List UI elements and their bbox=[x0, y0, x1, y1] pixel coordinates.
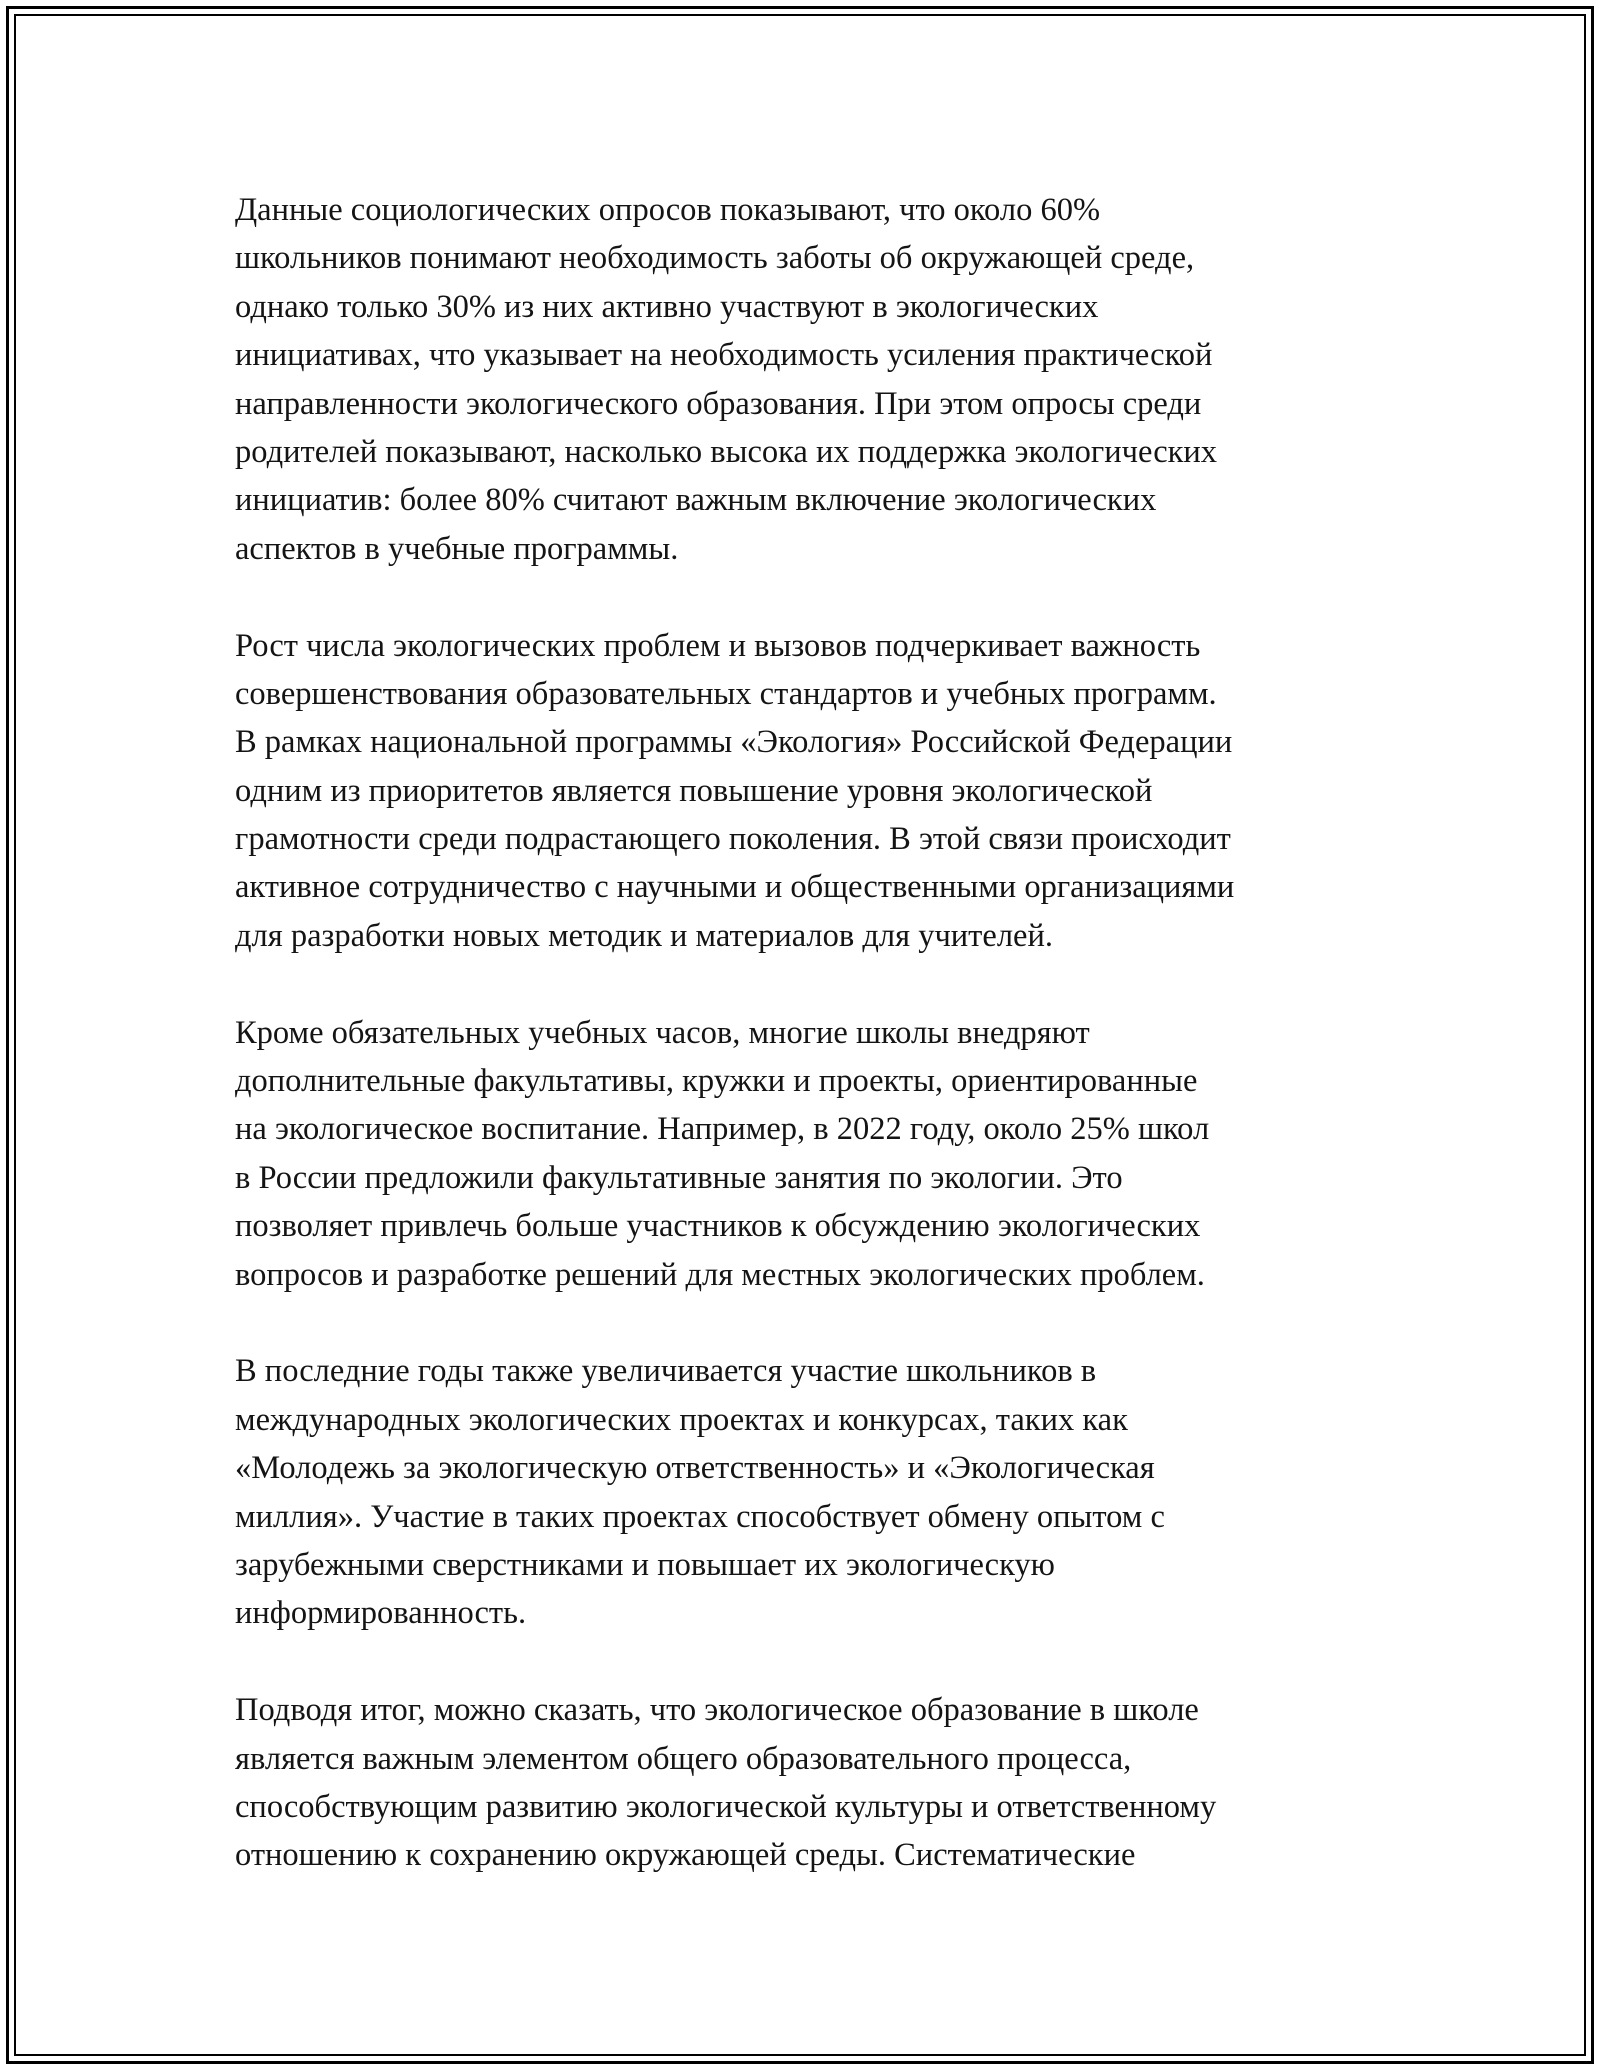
document-body bbox=[235, 186, 1385, 1880]
text-line: Кроме обязательных учебных часов, многие школы внедряют bbox=[235, 1014, 1090, 1051]
text-line: способствующим развитию экологической культуры и ответственному bbox=[235, 1788, 1217, 1825]
paragraph-4 bbox=[235, 1347, 1385, 1637]
text-line: для разработки новых методик и материалов для учителей. bbox=[235, 917, 1053, 954]
text-line: аспектов в учебные программы. bbox=[235, 530, 679, 567]
text-line: В последние годы также увеличивается участие школьников в bbox=[235, 1353, 1097, 1390]
text-line: инициативах, что указывает на необходимость усиления практической bbox=[235, 337, 1213, 374]
text-line: грамотности среди подрастающего поколения. В этой связи происходит bbox=[235, 821, 1231, 858]
text-line: Рост числа экологических проблем и вызовов подчеркивает важность bbox=[235, 627, 1201, 664]
text-line: В рамках национальной программы «Экология» Российской Федерации bbox=[235, 724, 1233, 761]
text-line: международных экологических проектах и конкурсах, таких как bbox=[235, 1401, 1128, 1438]
text-line: совершенствования образовательных стандартов и учебных программ. bbox=[235, 675, 1217, 712]
text-line: дополнительные факультативы, кружки и проекты, ориентированные bbox=[235, 1063, 1198, 1100]
text-line: школьников понимают необходимость заботы об окружающей среде, bbox=[235, 240, 1195, 277]
text-line: в России предложили факультативные занятия по экологии. Это bbox=[235, 1159, 1123, 1196]
text-line: однако только 30% из них активно участвуют в экологических bbox=[235, 288, 1099, 325]
text-line: направленности экологического образования. При этом опросы среди bbox=[235, 385, 1202, 422]
paragraph-2 bbox=[235, 622, 1385, 961]
text-line: Данные социологических опросов показывают, что около 60% bbox=[235, 192, 1101, 228]
paragraph-5 bbox=[235, 1686, 1385, 1880]
text-line: зарубежными сверстниками и повышает их экологическую bbox=[235, 1546, 1055, 1583]
text-line: родителей показывают, насколько высока их поддержка экологических bbox=[235, 433, 1218, 470]
text-line: отношению к сохранению окружающей среды. Систематические bbox=[235, 1837, 1136, 1874]
text-line: информированность. bbox=[235, 1595, 527, 1632]
text-line: позволяет привлечь больше участников к обсуждению экологических bbox=[235, 1208, 1201, 1245]
text-line: Подводя итог, можно сказать, что экологическое образование в школе bbox=[235, 1692, 1199, 1729]
text-line: инициатив: более 80% считают важным включение экологических bbox=[235, 482, 1157, 519]
text-line: «Молодежь за экологическую ответственность» и «Экологическая bbox=[235, 1450, 1155, 1487]
paragraph-3 bbox=[235, 1009, 1385, 1299]
text-line: активное сотрудничество с научными и общественными организациями bbox=[235, 869, 1235, 906]
text-line: миллия». Участие в таких проектах способствует обмену опытом с bbox=[235, 1498, 1165, 1535]
text-line: является важным элементом общего образовательного процесса, bbox=[235, 1740, 1132, 1777]
text-line: вопросов и разработке решений для местных экологических проблем. bbox=[235, 1256, 1205, 1293]
paragraph-1 bbox=[235, 186, 1385, 573]
text-line: на экологическое воспитание. Например, в 2022 году, около 25% школ bbox=[235, 1111, 1210, 1148]
text-line: одним из приоритетов является повышение уровня экологической bbox=[235, 772, 1153, 809]
